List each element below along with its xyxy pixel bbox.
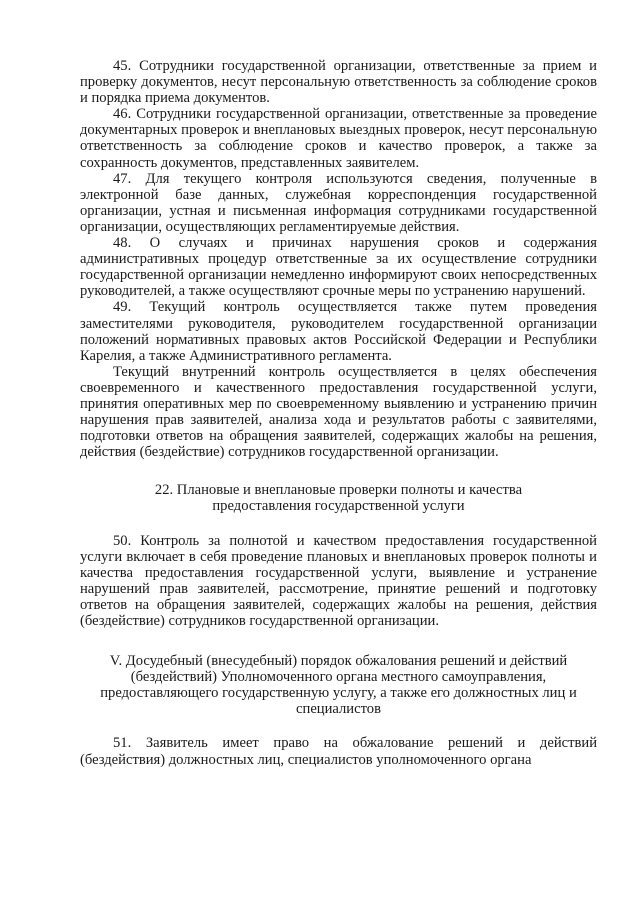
chapter-5-heading-line-3: предоставляющего государственную услугу, а также его должностных лиц и <box>100 685 577 702</box>
section-22-heading <box>80 482 597 514</box>
paragraph-47: 47. Для текущего контроля используются сведения, полученные в электронной базе данных, служебная корреспонденция государственной организации, устная и письменная информация сотрудниками государственной организации, осуществляющих регламентируемые действия. <box>80 170 597 235</box>
paragraph-46: 46. Сотрудники государственной организации, ответственные за проведение документарных проверок и внеплановых выездных проверок, несут персональную ответственность за соблюдение сроков и качество проверок, а также за сохранность документов, представленных заявителем. <box>80 106 597 171</box>
document-page <box>80 58 597 768</box>
chapter-5-heading <box>80 653 597 717</box>
chapter-5-heading-line-1: V. Досудебный (внесудебный) порядок обжалования решений и действий <box>109 653 568 670</box>
paragraph-48: 48. О случаях и причинах нарушения сроков и содержания административных процедур ответственные за их осуществление сотрудники государственной организации немедленно информируют своих непосредственных руководителей, а также осуществляют срочные меры по устранению нарушений. <box>80 235 597 300</box>
chapter-5-heading-line-2: (бездействий) Уполномоченного органа местного самоуправления, <box>130 669 547 686</box>
section-22-heading-line-2: предоставления государственной услуги <box>212 498 465 515</box>
paragraph-internal-control: Текущий внутренний контроль осуществляется в целях обеспечения своевременного и качественного предоставления государственной услуги, принятия оперативных мер по своевременному выявлению и устранению причин нарушения прав заявителей, анализа хода и результатов работы с заявителями, подготовки ответов на обращения заявителей, содержащих жалобы на решения, действия (бездействие) сотрудников государственной организации. <box>80 363 597 461</box>
section-22-heading-line-1: 22. Плановые и внеплановые проверки полноты и качества <box>154 482 523 499</box>
paragraph-49: 49. Текущий контроль осуществляется также путем проведения заместителями руководителя, руководителем государственной организации положений нормативных правовых актов Российской Федерации и Республики Карелия, а также Административного регламента. <box>80 299 597 364</box>
chapter-5-heading-line-4: специалистов <box>296 701 381 718</box>
paragraph-45: 45. Сотрудники государственной организации, ответственные за прием и проверку документов, несут персональную ответственность за соблюдение сроков и порядка приема документов. <box>80 58 597 107</box>
paragraph-50: 50. Контроль за полнотой и качеством предоставления государственной услуги включает в себя проведение плановых и внеплановых проверок полноты и качества предоставления государственной услуги, выявление и устранение нарушений прав заявителей, рассмотрение, принятие решений и подготовку ответов на обращения заявителей, содержащих жалобы на решения, действия (бездействие) сотрудников государственной организации. <box>80 532 597 629</box>
paragraph-51: 51. Заявитель имеет право на обжалование решений и действий (бездействия) должностных лиц, специалистов уполномоченного органа <box>80 735 597 768</box>
